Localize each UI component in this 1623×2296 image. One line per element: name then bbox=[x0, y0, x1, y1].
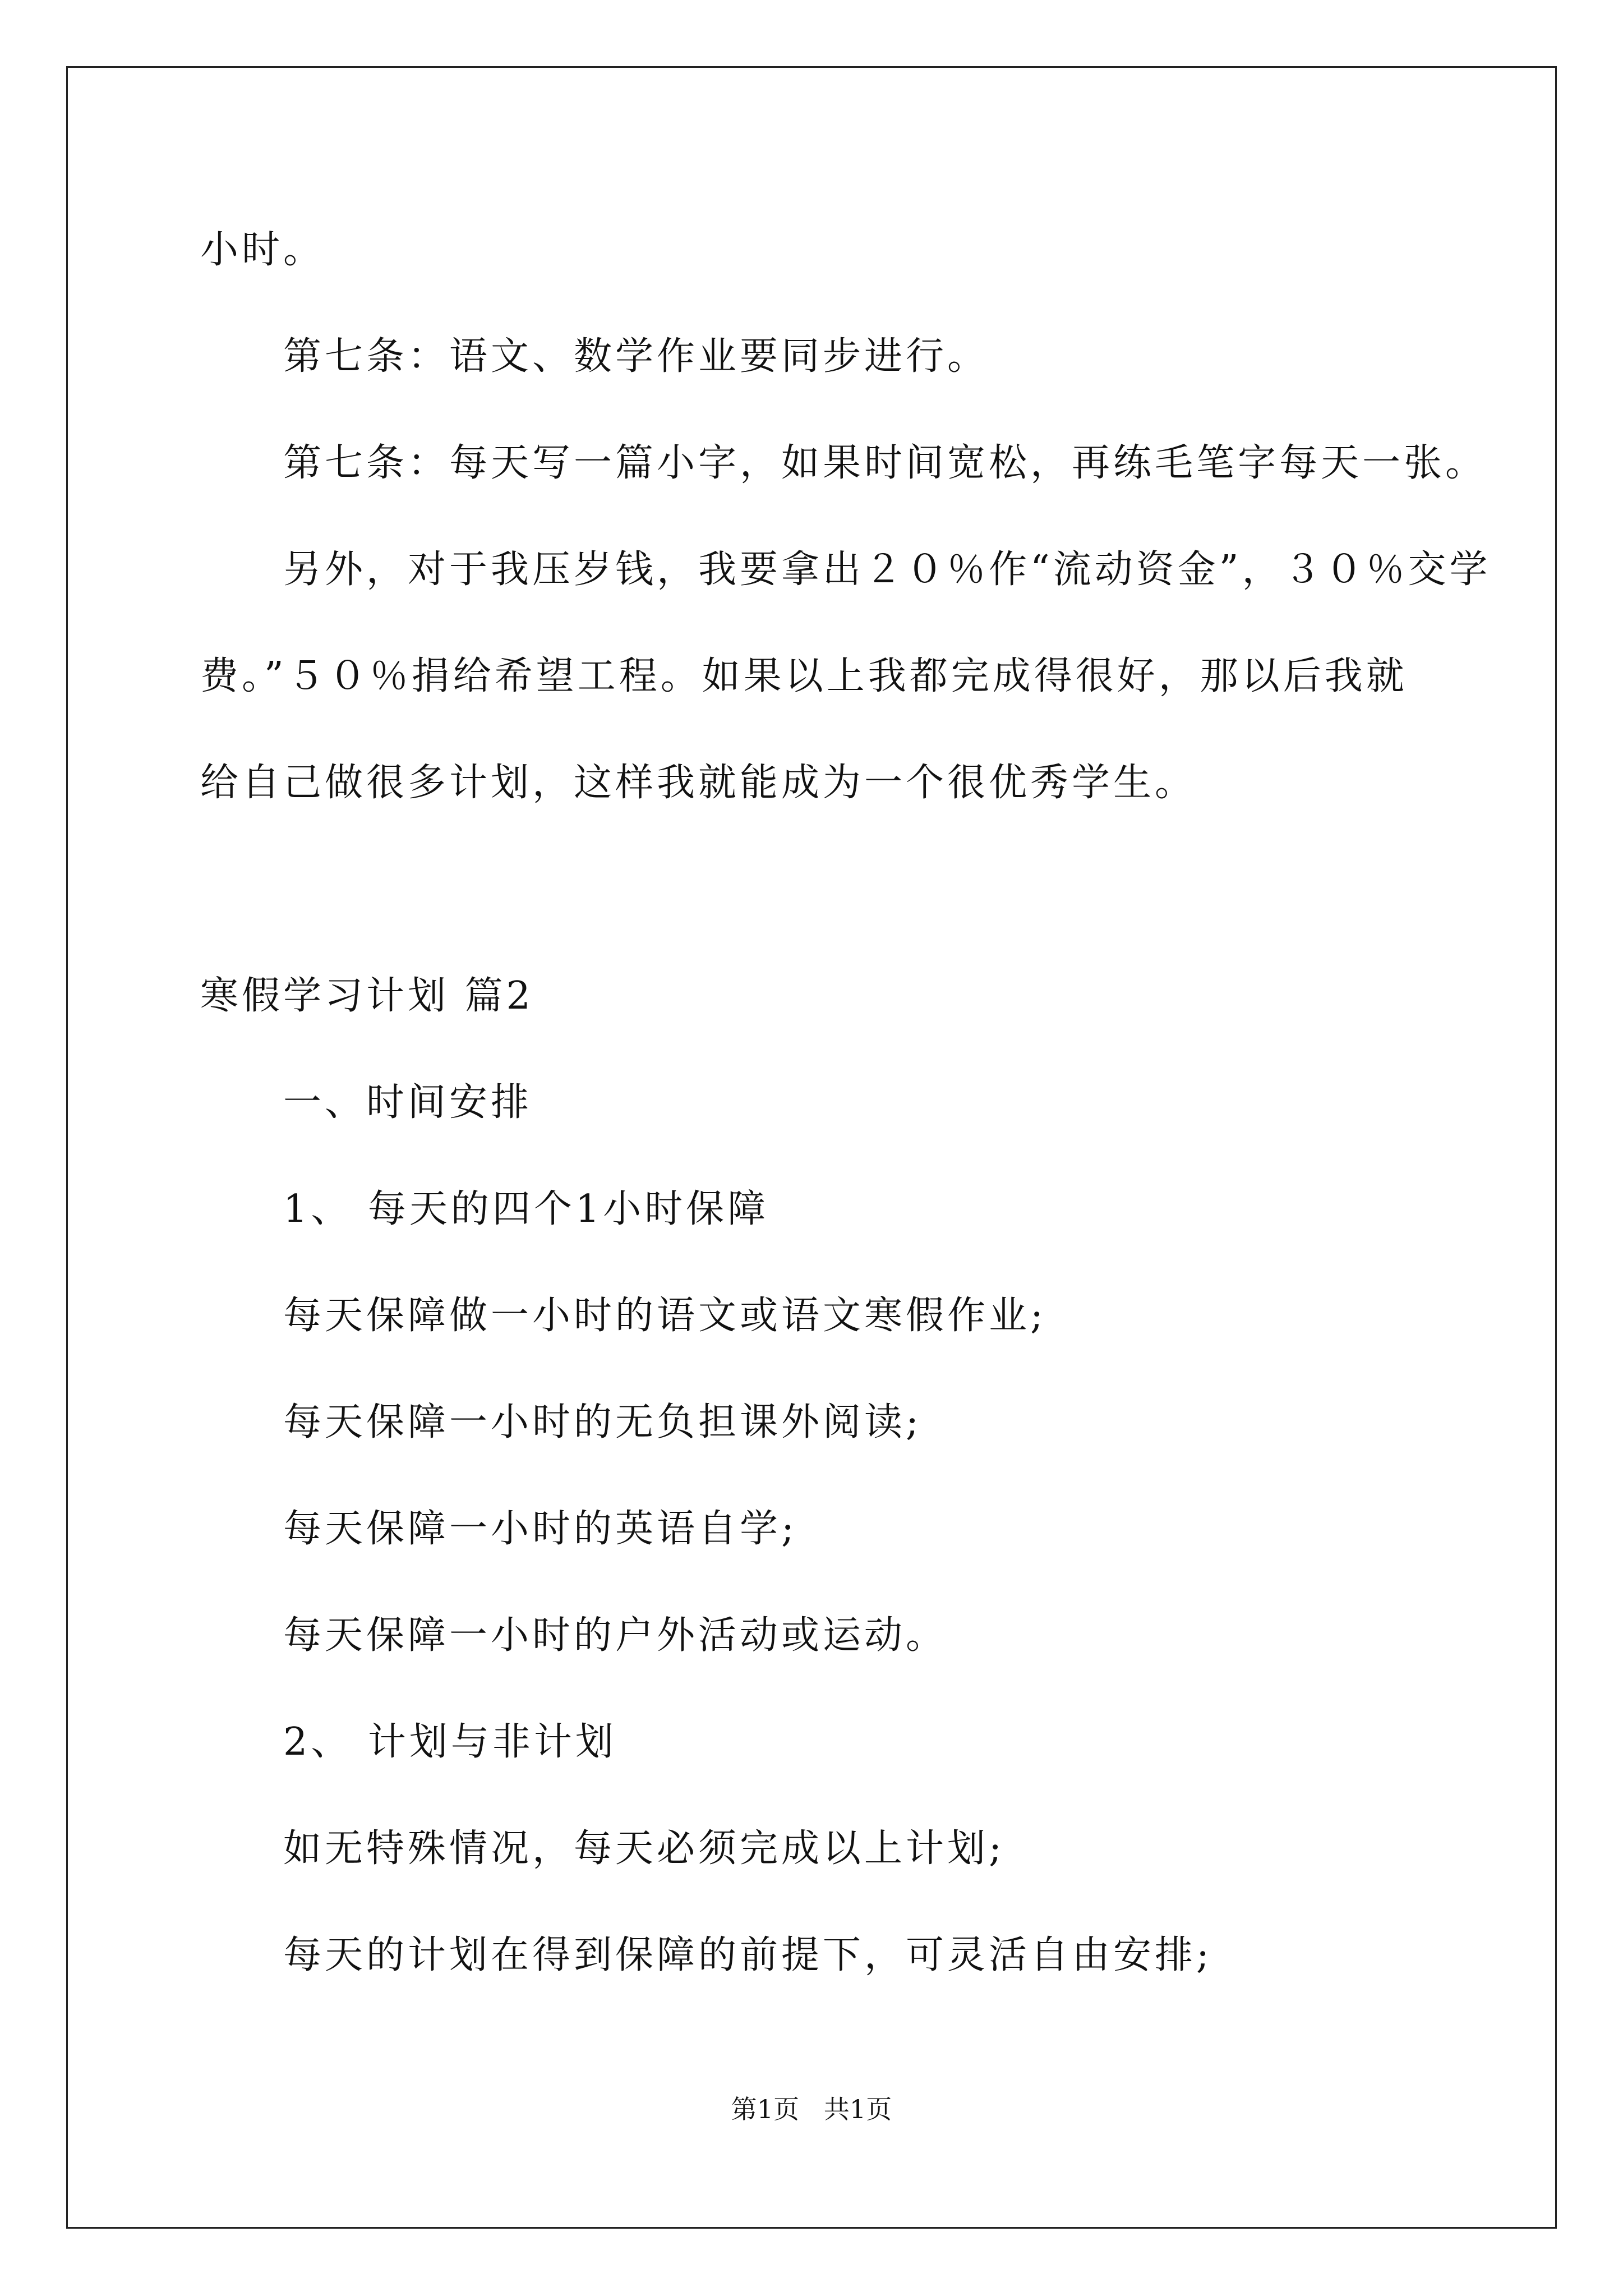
paragraph: 另外，对于我压岁钱，我要拿出２０％作“流动资金”，３０％交学 bbox=[283, 547, 1491, 592]
list-item: 每天保障一小时的户外活动或运动。 bbox=[283, 1613, 948, 1658]
page-footer: 第1页 共1页 bbox=[731, 2094, 892, 2124]
list-item: 每天保障做一小时的语文或语文寒假作业; bbox=[283, 1294, 1046, 1338]
page-border bbox=[66, 66, 1557, 2229]
section-heading: 寒假学习计划 篇2 bbox=[200, 974, 534, 1018]
list-item: 每天的计划在得到保障的前提下，可灵活自由安排; bbox=[283, 1933, 1212, 1977]
list-item: 每天保障一小时的英语自学; bbox=[283, 1507, 797, 1551]
paragraph-continuation: 给自己做很多计划，这样我就能成为一个很优秀学生。 bbox=[200, 761, 1197, 805]
paragraph: 小时。 bbox=[200, 228, 325, 272]
paragraph: 第七条：每天写一篇小字，如果时间宽松，再练毛笔字每天一张。 bbox=[283, 441, 1487, 485]
paragraph: 第七条：语文、数学作业要同步进行。 bbox=[283, 334, 989, 379]
list-item: 每天保障一小时的无负担课外阅读; bbox=[283, 1400, 922, 1444]
list-heading: 1、 每天的四个1小时保障 bbox=[283, 1187, 769, 1231]
subsection-heading: 一、时间安排 bbox=[283, 1080, 533, 1125]
list-heading: 2、 计划与非计划 bbox=[283, 1720, 617, 1764]
paragraph-continuation: 费。”５０％捐给希望工程。如果以上我都完成得很好，那以后我就 bbox=[200, 654, 1408, 698]
list-item: 如无特殊情况，每天必须完成以上计划; bbox=[283, 1826, 1005, 1871]
